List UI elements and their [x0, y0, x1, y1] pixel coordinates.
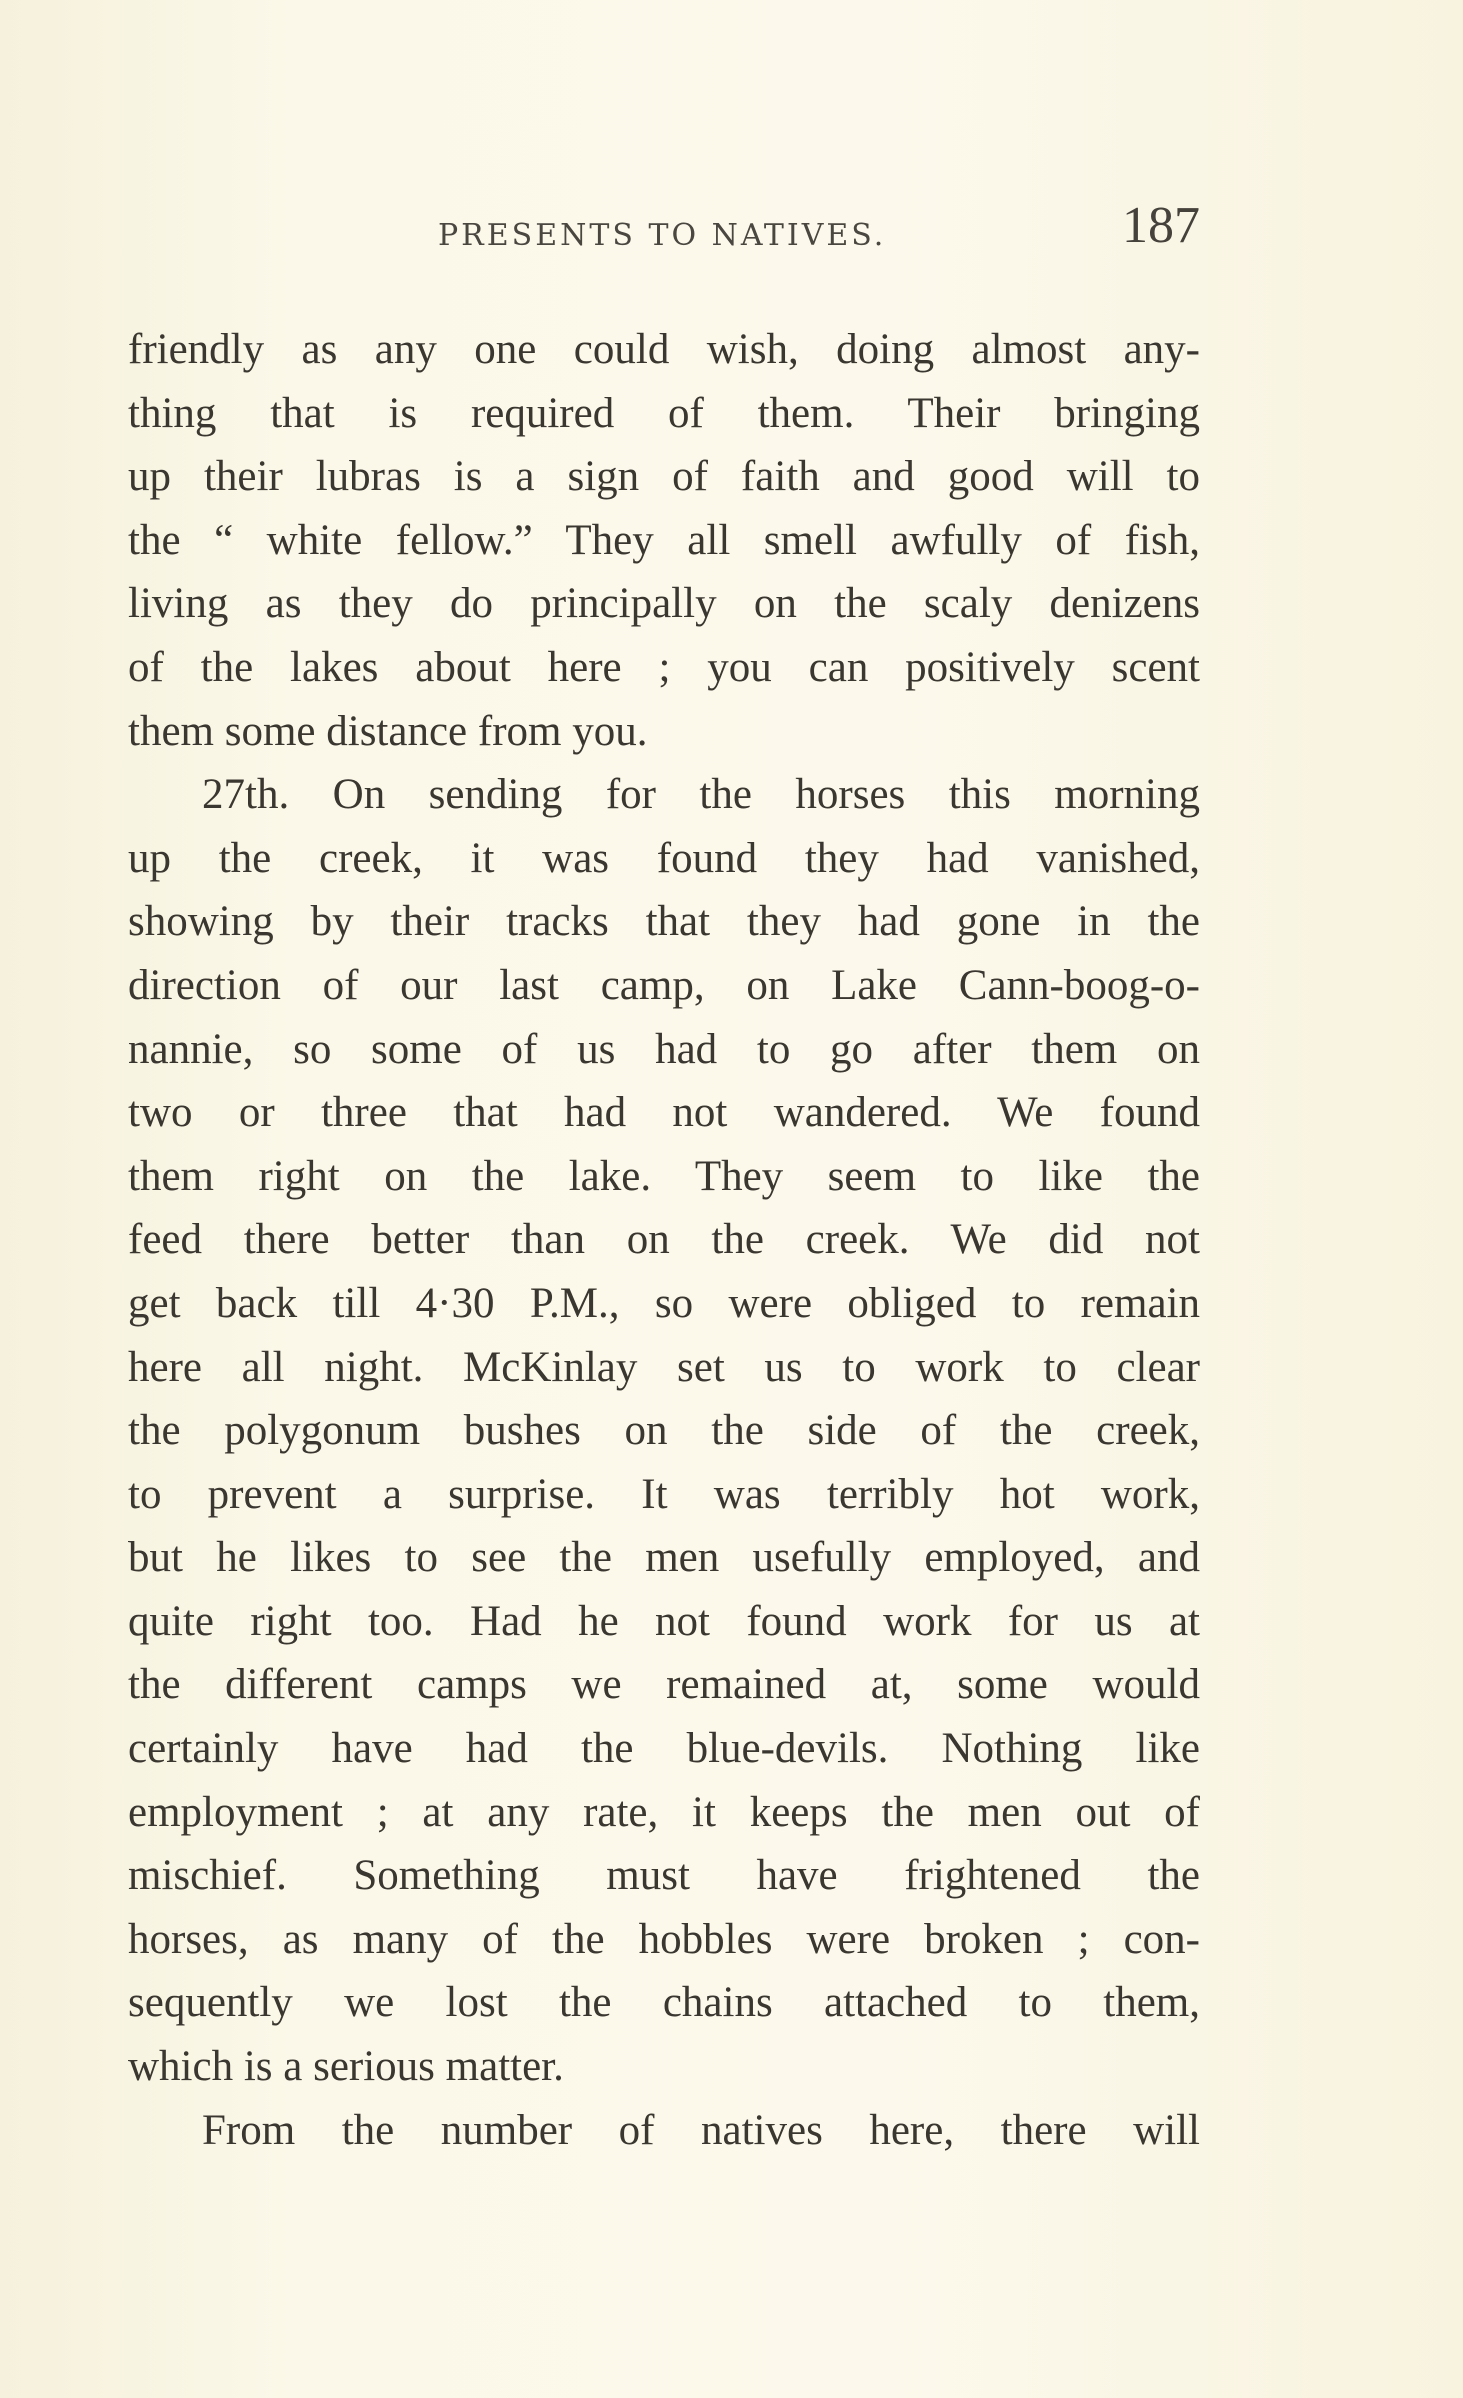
text-line: 27th. On sending for the horses this morning	[202, 771, 1200, 819]
text-line: up their lubras is a sign of faith and good will to	[128, 453, 1200, 501]
text-line: but he likes to see the men usefully employed, and	[128, 1534, 1200, 1582]
text-line: the different camps we remained at, some would	[128, 1661, 1200, 1709]
text-line: them some distance from you.	[128, 707, 648, 755]
running-head	[128, 196, 1200, 266]
text-line: showing by their tracks that they had gone in the	[128, 898, 1200, 946]
text-line: them right on the lake. They seem to like the	[128, 1152, 1200, 1200]
text-line: here all night. McKinlay set us to work to clear	[128, 1343, 1200, 1391]
text-line: thing that is required of them. Their bringing	[128, 389, 1200, 437]
text-line: the polygonum bushes on the side of the creek,	[128, 1407, 1200, 1455]
text-line: feed there better than on the creek. We did not	[128, 1216, 1200, 1264]
text-line: friendly as any one could wish, doing almost any-	[128, 326, 1200, 373]
text-line: two or three that had not wandered. We found	[128, 1089, 1200, 1137]
text-line: get back till 4·30 P.M., so were obliged to remain	[128, 1279, 1200, 1327]
text-line: direction of our last camp, on Lake Cann-boog-o-	[128, 961, 1200, 1009]
text-line: From the number of natives here, there will	[202, 2106, 1200, 2154]
text-line: certainly have had the blue-devils. Nothing like	[128, 1725, 1200, 1773]
text-line: employment ; at any rate, it keeps the men out of	[128, 1788, 1200, 1836]
text-line: sequently we lost the chains attached to them,	[128, 1979, 1200, 2027]
text-line: living as they do principally on the scaly denizens	[128, 580, 1200, 628]
text-line: mischief. Something must have frightened the	[128, 1852, 1200, 1900]
text-line: quite right too. Had he not found work for us at	[128, 1597, 1200, 1645]
text-line: up the creek, it was found they had vanished,	[128, 834, 1200, 882]
text-line: the “ white fellow.” They all smell awfully of fish,	[128, 516, 1200, 564]
body-text	[128, 318, 1200, 2162]
page-number: 187	[1122, 197, 1200, 254]
text-line: which is a serious matter.	[128, 2043, 564, 2091]
text-line: horses, as many of the hobbles were broken ; con-	[128, 1915, 1200, 1963]
text-line: of the lakes about here ; you can positively scent	[128, 643, 1200, 691]
text-line: to prevent a surprise. It was terribly hot work,	[128, 1470, 1200, 1518]
text-line: nannie, so some of us had to go after them on	[128, 1025, 1200, 1073]
running-head-title: PRESENTS TO NATIVES.	[438, 218, 887, 253]
